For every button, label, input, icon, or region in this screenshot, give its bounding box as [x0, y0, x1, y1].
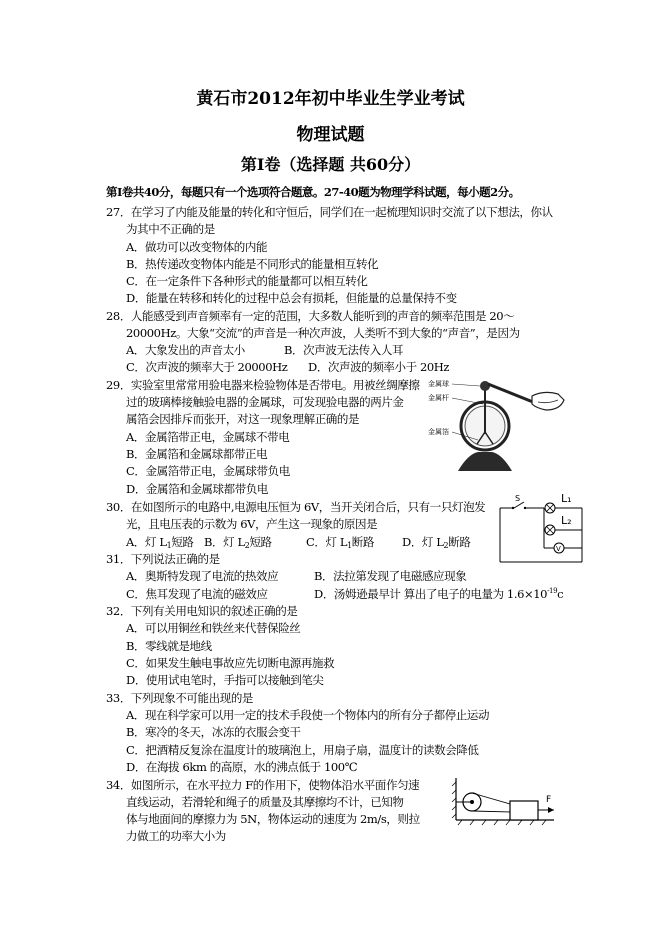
question-31-option-c: C．焦耳发现了电流的磁效应	[126, 587, 268, 601]
question-28-option-b: B．次声波无法传入人耳	[284, 343, 404, 357]
question-32-option-a: A．可以用铜丝和铁丝来代替保险丝	[126, 621, 301, 635]
question-34-line4: 力做工的功率大小为	[126, 829, 226, 843]
lamp-l1-label: L₁	[561, 492, 572, 505]
question-33-option-c: C．把酒精反复涂在温度计的玻璃泡上，用扇子扇，温度计的读数会降低	[126, 743, 479, 757]
question-33-line1: 33．下列现象不可能出现的是	[106, 691, 254, 705]
question-30-option-b: B．灯 $L_2$短路	[204, 535, 272, 550]
label-metal-ball: 金属球	[428, 380, 449, 388]
force-label: F	[546, 795, 552, 805]
question-34-line1: 34．如图所示，在水平拉力 F的作用下，使物体沿水平面作匀速	[106, 778, 420, 792]
switch-label: S	[515, 494, 521, 503]
question-29-line1: 29．实验室里常常用验电器来检验物体是否带电。用被丝绸摩擦	[106, 378, 420, 392]
question-33-option-b: B．寒冷的冬天，冰冻的衣服会变干	[126, 725, 301, 739]
question-29-line3: 属箔会因排斥而张开，对这一现象理解正确的是	[126, 412, 360, 426]
question-28-option-c: C．次声波的频率大于 20000Hz	[126, 360, 288, 374]
question-29-option-b: B．金属箔和金属球都带正电	[126, 447, 268, 461]
label-metal-foil: 金属箔	[428, 428, 449, 436]
question-30-option-c: C．灯 $L_1$断路	[306, 535, 374, 550]
question-32-option-d: D．使用试电笔时，手指可以接触到笔尖	[126, 673, 324, 687]
question-27-option-a: A．做功可以改变物体的内能	[126, 240, 268, 254]
question-32-option-b: B．零线就是地线	[126, 639, 212, 653]
exam-subject: 物理试题	[296, 125, 365, 145]
question-28-option-a: A．大象发出的声音太小	[126, 343, 245, 357]
question-29-option-d: D．金属箔和金属球都带负电	[126, 482, 269, 496]
question-28-option-d: D．次声波的频率小于 20Hz	[308, 360, 450, 374]
question-32-line1: 32．下列有关用电知识的叙述正确的是	[106, 604, 298, 618]
question-31-option-a: A．奥斯特发现了电流的热效应	[126, 569, 279, 583]
pulley-figure	[450, 774, 560, 830]
question-33-option-d: D．在海拔 6km 的高原，水的沸点低于 100℃	[126, 760, 358, 774]
question-27-option-d: D．能量在转移和转化的过程中总会有损耗，但能量的总量保持不变	[126, 291, 457, 305]
question-33-option-a: A．现在科学家可以用一定的技术手段使一个物体内的所有分子都停止运动	[126, 708, 490, 722]
instructions: 第Ⅰ卷共40分，每题只有一个选项符合题意。27-40题为物理学科试题，每小题2分。	[106, 185, 520, 199]
label-metal-rod: 金属杆	[428, 394, 449, 402]
question-34-line3: 体与地面间的摩擦力为 5N，物体运动的速度为 2m/s，则拉	[126, 812, 420, 826]
circuit-figure	[494, 492, 589, 572]
exam-title: 黄石市2012年初中毕业生学业考试	[196, 89, 465, 109]
question-30-line2: 光，且电压表的示数为 6V，产生这一现象的原因是	[126, 517, 378, 531]
question-27-line2: 为其中不正确的是	[126, 222, 215, 236]
voltmeter-label: V	[556, 545, 561, 553]
question-31-option-b: B．法拉第发现了电磁感应现象	[314, 569, 467, 583]
question-28-line1: 28．人能感受到声音频率有一定的范围，大多数人能听到的声音的频率范围是 20～	[106, 309, 515, 323]
question-28-line2: 20000Hz。大象“交流”的声音是一种次声波，人类听不到大象的“声音”，是因为	[126, 326, 520, 340]
question-30-line1: 30．在如图所示的电路中,电源电压恒为 6V，当开关闭合后，只有一只灯泡发	[106, 500, 486, 514]
question-30-option-a: A．灯 $L_1$短路	[126, 535, 194, 550]
electroscope-figure	[420, 374, 570, 474]
question-29-option-c: C．金属箔带正电，金属球带负电	[126, 464, 290, 478]
question-32-option-c: C．如果发生触电事故应先切断电源再施救	[126, 656, 335, 670]
question-29-line2: 过的玻璃棒接触验电器的金属球，可发现验电器的两片金	[126, 395, 404, 409]
lamp-l2-label: L₂	[561, 514, 572, 527]
question-34-line2: 直线运动，若滑轮和绳子的质量及其摩擦均不计，已知物	[126, 795, 404, 809]
question-27-option-b: B．热传递改变物体内能是不同形式的能量相互转化	[126, 257, 379, 271]
question-27-option-c: C．在一定条件下各种形式的能量都可以相互转化	[126, 274, 368, 288]
question-27-line1: 27．在学习了内能及能量的转化和守恒后，同学们在一起梳理知识时交流了以下想法，你认	[106, 205, 553, 219]
section-title: 第Ⅰ卷（选择题 共60分）	[240, 155, 421, 174]
question-31-option-d: D．汤姆逊最早计 算出了电子的电量为 $1.6\times 10^{-19}c$	[314, 587, 564, 601]
question-30-option-d: D．灯 $L_2$断路	[402, 535, 471, 550]
question-31-line1: 31．下列说法正确的是	[106, 552, 220, 566]
question-29-option-a: A．金属箔带正电，金属球不带电	[126, 430, 290, 444]
